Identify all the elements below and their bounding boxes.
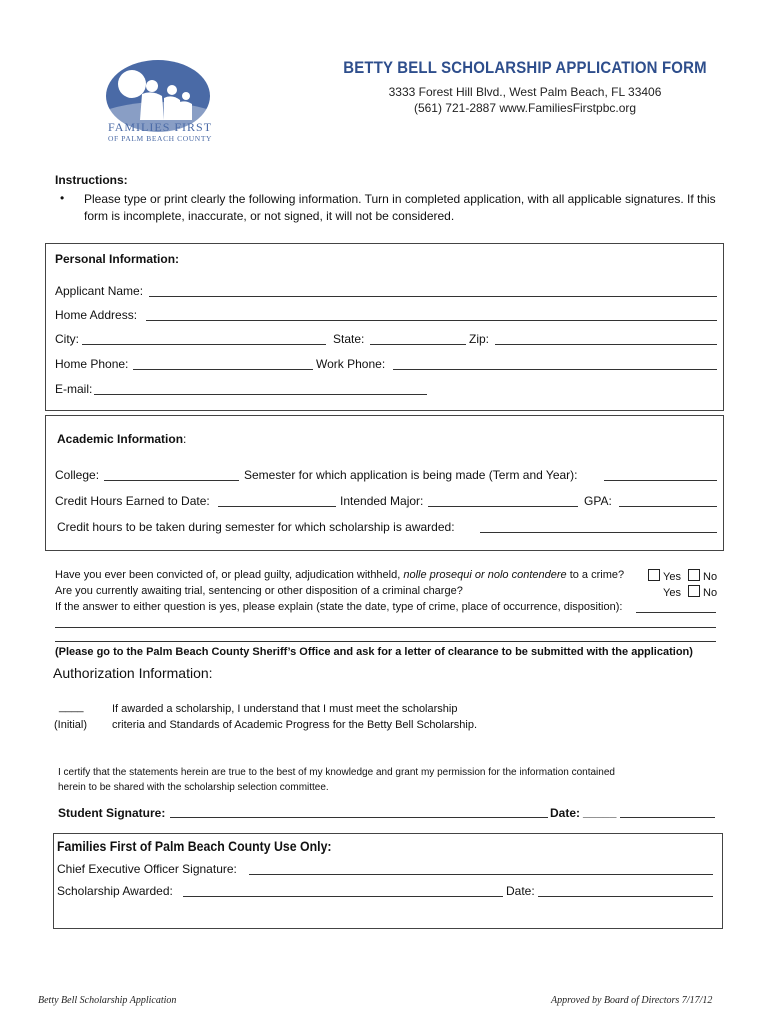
conviction-yes-checkbox[interactable]: [648, 569, 660, 581]
explain-field-line-1[interactable]: [55, 627, 716, 628]
explain-field-inline[interactable]: [636, 612, 716, 613]
logo-subtitle: OF PALM BEACH COUNTY: [107, 134, 213, 143]
conviction-question-end: to a crime?: [569, 569, 625, 581]
org-contact: (561) 721-2887 www.FamiliesFirstpbc.org: [413, 101, 637, 115]
student-date-label: Date:: [550, 806, 581, 820]
explain-field-line-2[interactable]: [55, 641, 716, 642]
logo-name: FAMILIES FIRST: [107, 120, 213, 134]
explain-question: If the answer to either question is yes, please explain (state the date, type of crime, place of occurrence, disposition):: [55, 601, 623, 613]
gpa-field[interactable]: [619, 506, 717, 507]
bullet-icon: •: [60, 191, 65, 205]
semester-label: Semester for which application is being made (Term and Year):: [244, 468, 578, 482]
academic-info-title-text: Academic Information: [57, 432, 184, 446]
city-label: City:: [55, 332, 79, 346]
conviction-answer: [648, 569, 717, 583]
personal-info-section: [45, 243, 724, 411]
certify-line1: I certify that the statements herein are true to the best of my knowledge and grant my permission for the information contained: [58, 767, 615, 778]
student-date-field[interactable]: [620, 817, 715, 818]
state-label: State:: [333, 332, 365, 346]
footer-left: Betty Bell Scholarship Application: [38, 995, 177, 1006]
home-phone-field[interactable]: [133, 369, 313, 370]
work-phone-field[interactable]: [393, 369, 717, 370]
home-phone-label: Home Phone:: [55, 357, 129, 371]
email-label: E-mail:: [55, 382, 93, 396]
footer-right: Approved by Board of Directors 7/17/12: [551, 995, 713, 1006]
conviction-question-italic: nolle prosequi or nolo contendere: [403, 569, 567, 581]
credit-hours-earned-field[interactable]: [218, 506, 336, 507]
ceo-signature-field[interactable]: [249, 874, 713, 875]
authorization-statement-line2: criteria and Standards of Academic Progress for the Betty Bell Scholarship.: [112, 719, 478, 731]
conviction-no-label: No: [703, 571, 718, 583]
instructions-title: Instructions:: [55, 173, 128, 187]
academic-info-title-colon: :: [183, 432, 187, 446]
work-phone-label: Work Phone:: [316, 357, 386, 371]
pending-no-checkbox[interactable]: [688, 585, 700, 597]
scholarship-awarded-label: Scholarship Awarded:: [57, 884, 173, 898]
certify-line2: herein to be shared with the scholarship selection committee.: [58, 782, 329, 793]
home-address-field[interactable]: [146, 320, 717, 321]
applicant-name-label: Applicant Name:: [55, 284, 144, 298]
initial-label: (Initial): [54, 719, 88, 731]
pending-no-label: No: [703, 587, 718, 599]
logo-graphic-icon: [92, 58, 228, 158]
student-signature-field[interactable]: [170, 817, 548, 818]
email-field[interactable]: [94, 394, 427, 395]
college-field[interactable]: [104, 480, 239, 481]
org-address: 3333 Forest Hill Blvd., West Palm Beach, FL 33406: [388, 85, 662, 99]
conviction-question: [55, 569, 624, 581]
credit-hours-earned-label: Credit Hours Earned to Date:: [55, 494, 210, 508]
office-date-label: Date:: [506, 884, 535, 898]
personal-info-title: Personal Information:: [55, 252, 180, 266]
credit-hours-semester-field[interactable]: [480, 532, 717, 533]
instructions-text: Please type or print clearly the following information. Turn in completed application, with all applicable signatures. If this form is incomplete, inaccurate, or not signed, it will not be considered.: [84, 192, 716, 223]
office-date-field[interactable]: [538, 896, 713, 897]
pending-charge-answer: [648, 585, 717, 599]
authorization-statement-line1: If awarded a scholarship, I understand that I must meet the scholarship: [112, 703, 458, 715]
college-label: College:: [55, 468, 100, 482]
applicant-name-field[interactable]: [149, 296, 717, 297]
conviction-question-text: Have you ever been convicted of, or plead guilty, adjudication withheld,: [55, 569, 401, 581]
student-signature-label: Student Signature:: [58, 806, 166, 820]
academic-info-title: [57, 432, 186, 446]
conviction-yes-label: Yes: [663, 571, 681, 583]
pending-charge-question: Are you currently awaiting trial, sentencing or other disposition of a criminal charge?: [55, 585, 463, 597]
clearance-note: (Please go to the Palm Beach County Sheriff’s Office and ask for a letter of clearance to be submitted with the application): [55, 646, 693, 658]
office-use-title: Families First of Palm Beach County Use Only:: [57, 838, 332, 854]
pending-yes-label: Yes: [663, 587, 681, 599]
intended-major-field[interactable]: [428, 506, 578, 507]
ceo-signature-label: Chief Executive Officer Signature:: [57, 862, 237, 876]
gpa-label: GPA:: [584, 494, 612, 508]
conviction-no-checkbox[interactable]: [688, 569, 700, 581]
city-field[interactable]: [82, 344, 326, 345]
state-field[interactable]: [370, 344, 466, 345]
initial-blank[interactable]: ____: [59, 701, 84, 713]
home-address-label: Home Address:: [55, 308, 138, 322]
zip-label: Zip:: [469, 332, 490, 346]
families-first-logo: [92, 58, 228, 158]
student-date-blank: _____: [583, 805, 617, 819]
semester-field[interactable]: [604, 480, 717, 481]
credit-hours-semester-label: Credit hours to be taken during semester for which scholarship is awarded:: [57, 520, 455, 534]
zip-field[interactable]: [495, 344, 717, 345]
scholarship-awarded-field[interactable]: [183, 896, 503, 897]
intended-major-label: Intended Major:: [340, 494, 424, 508]
authorization-title: Authorization Information:: [53, 665, 213, 681]
form-title: BETTY BELL SCHOLARSHIP APPLICATION FORM: [343, 58, 707, 77]
